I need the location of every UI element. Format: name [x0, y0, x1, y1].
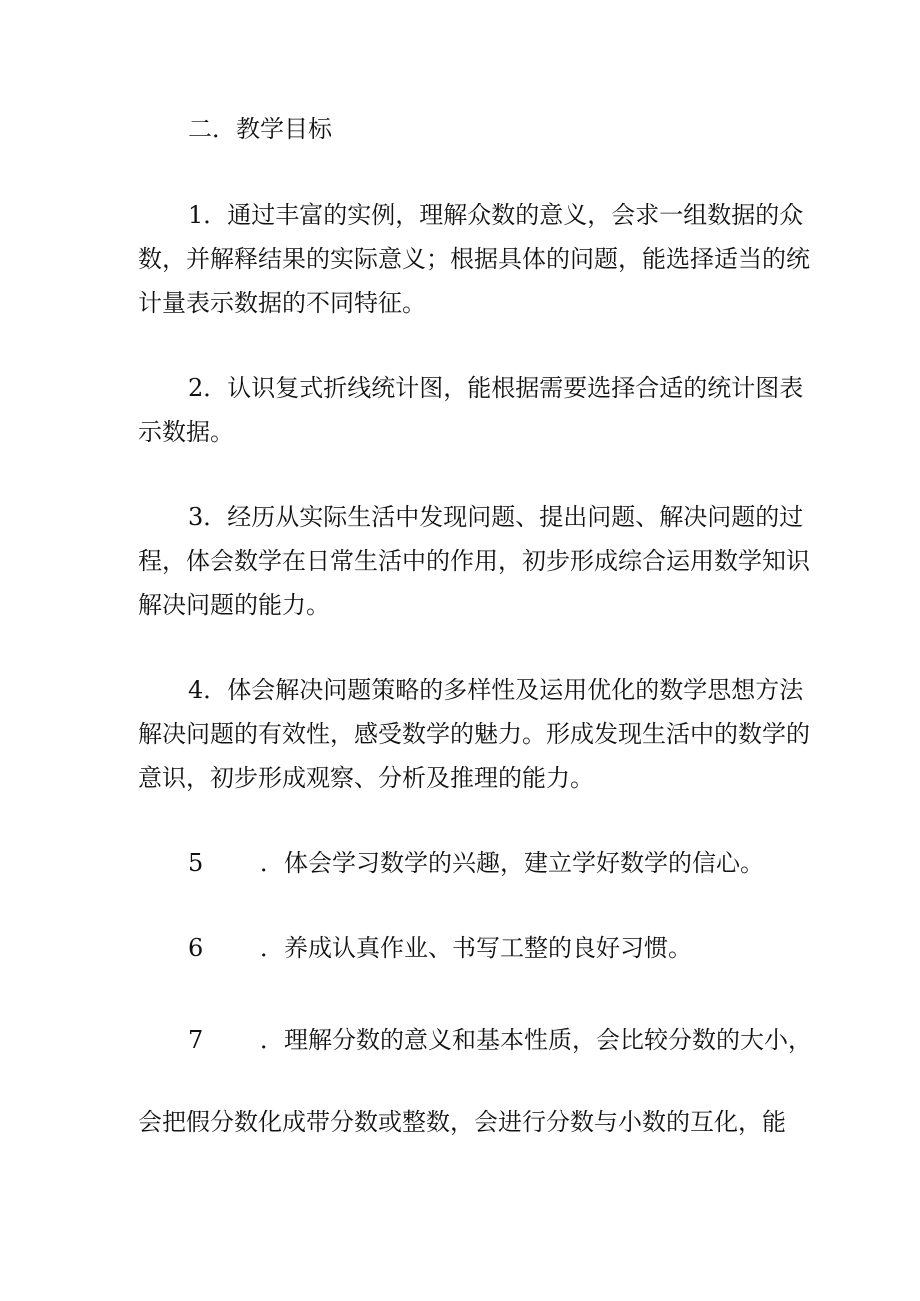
item-3-line-1: 3．经历从实际生活中发现问题、提出问题、解决问题的过 [188, 503, 804, 531]
item-4-line-2: 解决问题的有效性，感受数学的魅力。形成发现生活中的数学的 [138, 720, 810, 748]
item-7-text: ．理解分数的意义和基本性质，会比较分数的大小， [260, 1026, 812, 1054]
item-6-number: 6 [188, 934, 204, 962]
item-5 [188, 842, 848, 885]
item-2-line-1: 2．认识复式折线统计图，能根据需要选择合适的统计图表 [188, 374, 804, 402]
item-6-text: ．养成认真作业、书写工整的良好习惯。 [260, 934, 692, 962]
item-5-text: ．体会学习数学的兴趣，建立学好数学的信心。 [260, 849, 764, 877]
item-2-line-2: 示数据。 [138, 418, 234, 446]
item-1-line-1: 1．通过丰富的实例，理解众数的意义，会求一组数据的众 [188, 201, 804, 229]
item-1-line-2: 数，并解释结果的实际意义；根据具体的问题，能选择适当的统 [138, 245, 810, 273]
item-3-line-2: 程，体会数学在日常生活中的作用，初步形成综合运用数学知识 [138, 547, 810, 575]
item-4-line-3: 意识，初步形成观察、分析及推理的能力。 [138, 764, 594, 792]
item-7 [188, 1019, 848, 1062]
item-6 [188, 927, 848, 970]
item-7-number: 7 [188, 1026, 204, 1054]
item-7-continuation: 会把假分数化成带分数或整数，会进行分数与小数的互化，能 [138, 1108, 786, 1136]
section-heading: 二．教学目标 [188, 115, 332, 143]
item-5-number: 5 [188, 849, 204, 877]
item-4-line-1: 4．体会解决问题策略的多样性及运用优化的数学思想方法 [188, 676, 804, 704]
item-1-line-3: 计量表示数据的不同特征。 [138, 289, 426, 317]
item-3-line-3: 解决问题的能力。 [138, 591, 330, 619]
